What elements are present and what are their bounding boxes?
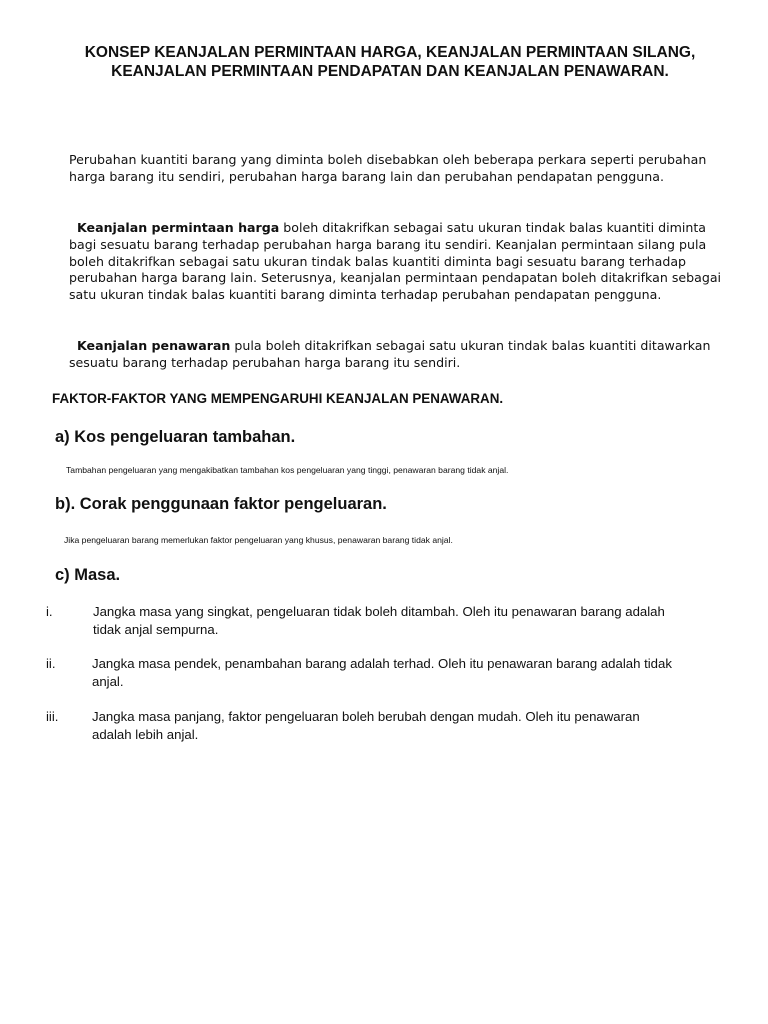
demand-elasticity-text: boleh ditakrifkan sebagai satu ukuran tindak balas kuantiti diminta bagi sesuatu barang terhadap perubahan harga barang itu sendiri. Keanjalan permintaan silang pula boleh ditakrifkan sebagai satu ukuran tindak balas kuantiti diminta bagi sesuatu barang terhadap perubahan harga barang lain. Seterusnya, keanjalan permintaan pendapatan boleh ditakrifkan sebagai satu ukuran tindak balas kuantiti barang diminta terhadap perubahan pendapatan pengguna. [69, 220, 722, 303]
supply-elasticity-text: pula boleh ditakrifkan sebagai satu ukuran tindak balas kuantiti ditawarkan sesuatu barang terhadap perubahan harga barang itu sendiri. [69, 338, 711, 370]
list-item-line: adalah lebih anjal. [92, 727, 199, 742]
list-item-line: anjal. [92, 674, 124, 689]
factor-a-heading: a) Kos pengeluaran tambahan. [55, 428, 296, 446]
demand-elasticity-paragraph [69, 220, 729, 304]
list-item-marker: ii. [46, 656, 56, 671]
intro-paragraph: Perubahan kuantiti barang yang diminta boleh disebabkan oleh beberapa perkara seperti perubahan harga barang itu sendiri, perubahan harga barang lain dan perubahan pendapatan pengguna. [69, 152, 707, 184]
factor-b-text: Jika pengeluaran barang memerlukan faktor pengeluaran yang khusus, penawaran barang tidak anjal. [64, 535, 453, 545]
supply-elasticity-term: Keanjalan penawaran [77, 338, 231, 353]
list-item-line: Jangka masa yang singkat, pengeluaran tidak boleh ditambah. Oleh itu penawaran barang adalah [93, 604, 665, 619]
factors-heading: FAKTOR-FAKTOR YANG MEMPENGARUHI KEANJALAN PENAWARAN. [52, 391, 504, 406]
list-item-marker: i. [46, 604, 53, 619]
demand-elasticity-term: Keanjalan permintaan harga [77, 220, 280, 235]
list-item-line: tidak anjal sempurna. [93, 622, 219, 637]
supply-elasticity-paragraph [69, 338, 729, 372]
factor-c-heading: c) Masa. [55, 566, 121, 584]
list-item-text [92, 603, 722, 639]
list-item-line: Jangka masa panjang, faktor pengeluaran boleh berubah dengan mudah. Oleh itu penawaran [92, 709, 640, 724]
factor-a-text: Tambahan pengeluaran yang mengakibatkan tambahan kos pengeluaran yang tinggi, penawaran barang tidak anjal. [66, 465, 509, 475]
list-item-text [91, 708, 721, 744]
list-item-line: Jangka masa pendek, penambahan barang adalah terhad. Oleh itu penawaran barang adalah tidak [92, 656, 672, 671]
document-title: KONSEP KEANJALAN PERMINTAAN HARGA, KEANJALAN PERMINTAAN SILANG, KEANJALAN PERMINTAAN PENDAPATAN DAN KEANJALAN PENAWARAN. [84, 44, 696, 80]
list-item-text [91, 655, 721, 691]
factor-b-heading: b). Corak penggunaan faktor pengeluaran. [55, 495, 387, 513]
list-item-marker: iii. [46, 709, 59, 724]
